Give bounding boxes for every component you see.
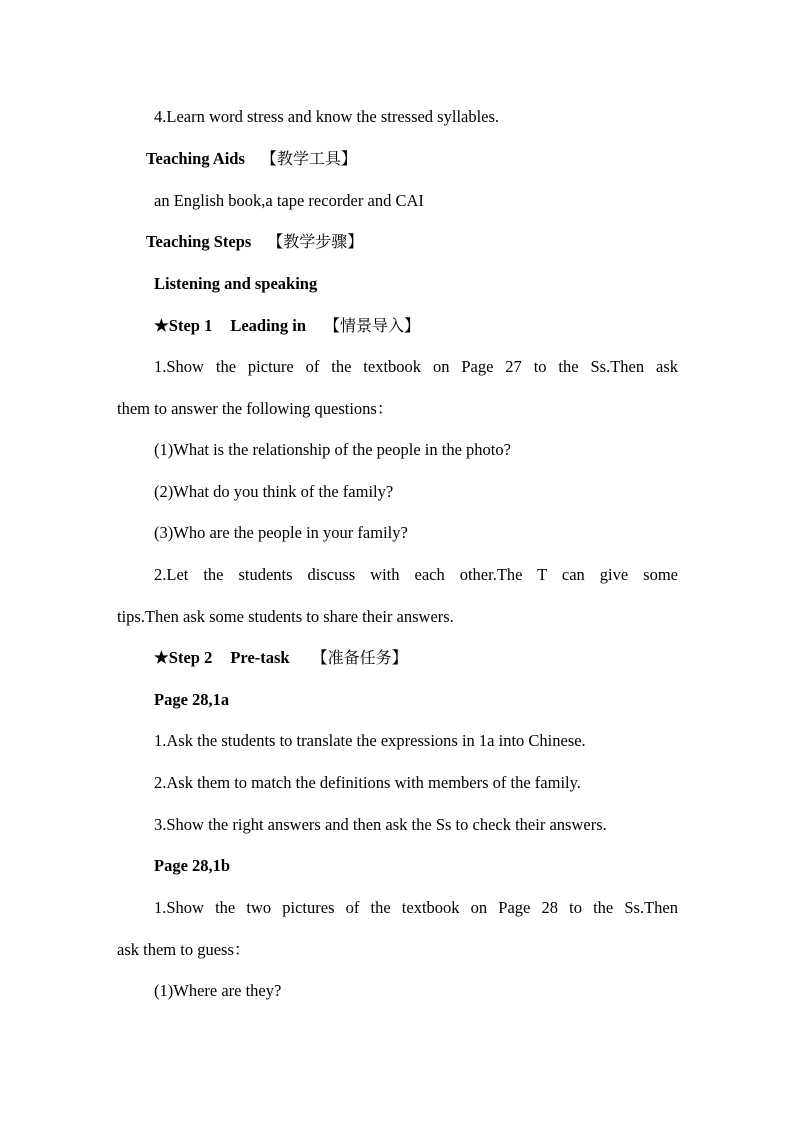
step1-heading	[154, 316, 420, 336]
step2-1b-paragraph-line2: ask them to guess：	[117, 940, 251, 959]
step2-item3: 3.Show the right answers and then ask the Ss to check their answers.	[154, 815, 607, 834]
page-28-1a-heading: Page 28,1a	[154, 690, 230, 709]
page-28-1b-heading: Page 28,1b	[154, 856, 231, 875]
step2-item2: 2.Ask them to match the definitions with members of the family.	[154, 773, 581, 792]
step1-paragraph2-line2: tips.Then ask some students to share their answers.	[117, 607, 454, 626]
step2-cn: 【准备任务】	[311, 648, 408, 667]
step2-number: ★Step 2	[154, 648, 213, 667]
step1-cn: 【情景导入】	[324, 316, 421, 335]
step2-title: Pre-task	[230, 648, 290, 667]
step2-heading	[154, 648, 408, 668]
step1-question3: (3)Who are the people in your family?	[154, 523, 408, 542]
step2-1b-paragraph-line1: 1.Show the two pictures of the textbook on Page 28 to the Ss.Then	[154, 898, 678, 917]
step2-item1: 1.Ask the students to translate the expressions in 1a into Chinese.	[154, 731, 586, 750]
teaching-steps-heading	[146, 232, 363, 252]
step1-title: Leading in	[230, 316, 306, 335]
teaching-aids-cn: 【教学工具】	[260, 149, 357, 168]
step1-question2: (2)What do you think of the family?	[154, 482, 394, 501]
step1-paragraph2-line1: 2.Let the students discuss with each other.The T can give some	[154, 565, 678, 584]
teaching-aids-label: Teaching Aids	[146, 149, 245, 168]
listening-speaking-heading: Listening and speaking	[154, 274, 318, 293]
step1-paragraph1-line2: them to answer the following questions：	[117, 399, 394, 418]
step1-paragraph1-line1: 1.Show the picture of the textbook on Page 27 to the Ss.Then ask	[154, 357, 678, 376]
step2-1b-question1: (1)Where are they?	[154, 981, 282, 1000]
teaching-aids-text: an English book,a tape recorder and CAI	[154, 191, 424, 210]
teaching-steps-cn: 【教学步骤】	[267, 232, 364, 251]
objective-4: 4.Learn word stress and know the stressed syllables.	[154, 107, 500, 126]
teaching-steps-label: Teaching Steps	[146, 232, 252, 251]
teaching-aids-heading	[146, 149, 357, 169]
step1-question1: (1)What is the relationship of the people in the photo?	[154, 440, 511, 459]
step1-number: ★Step 1	[154, 316, 213, 335]
